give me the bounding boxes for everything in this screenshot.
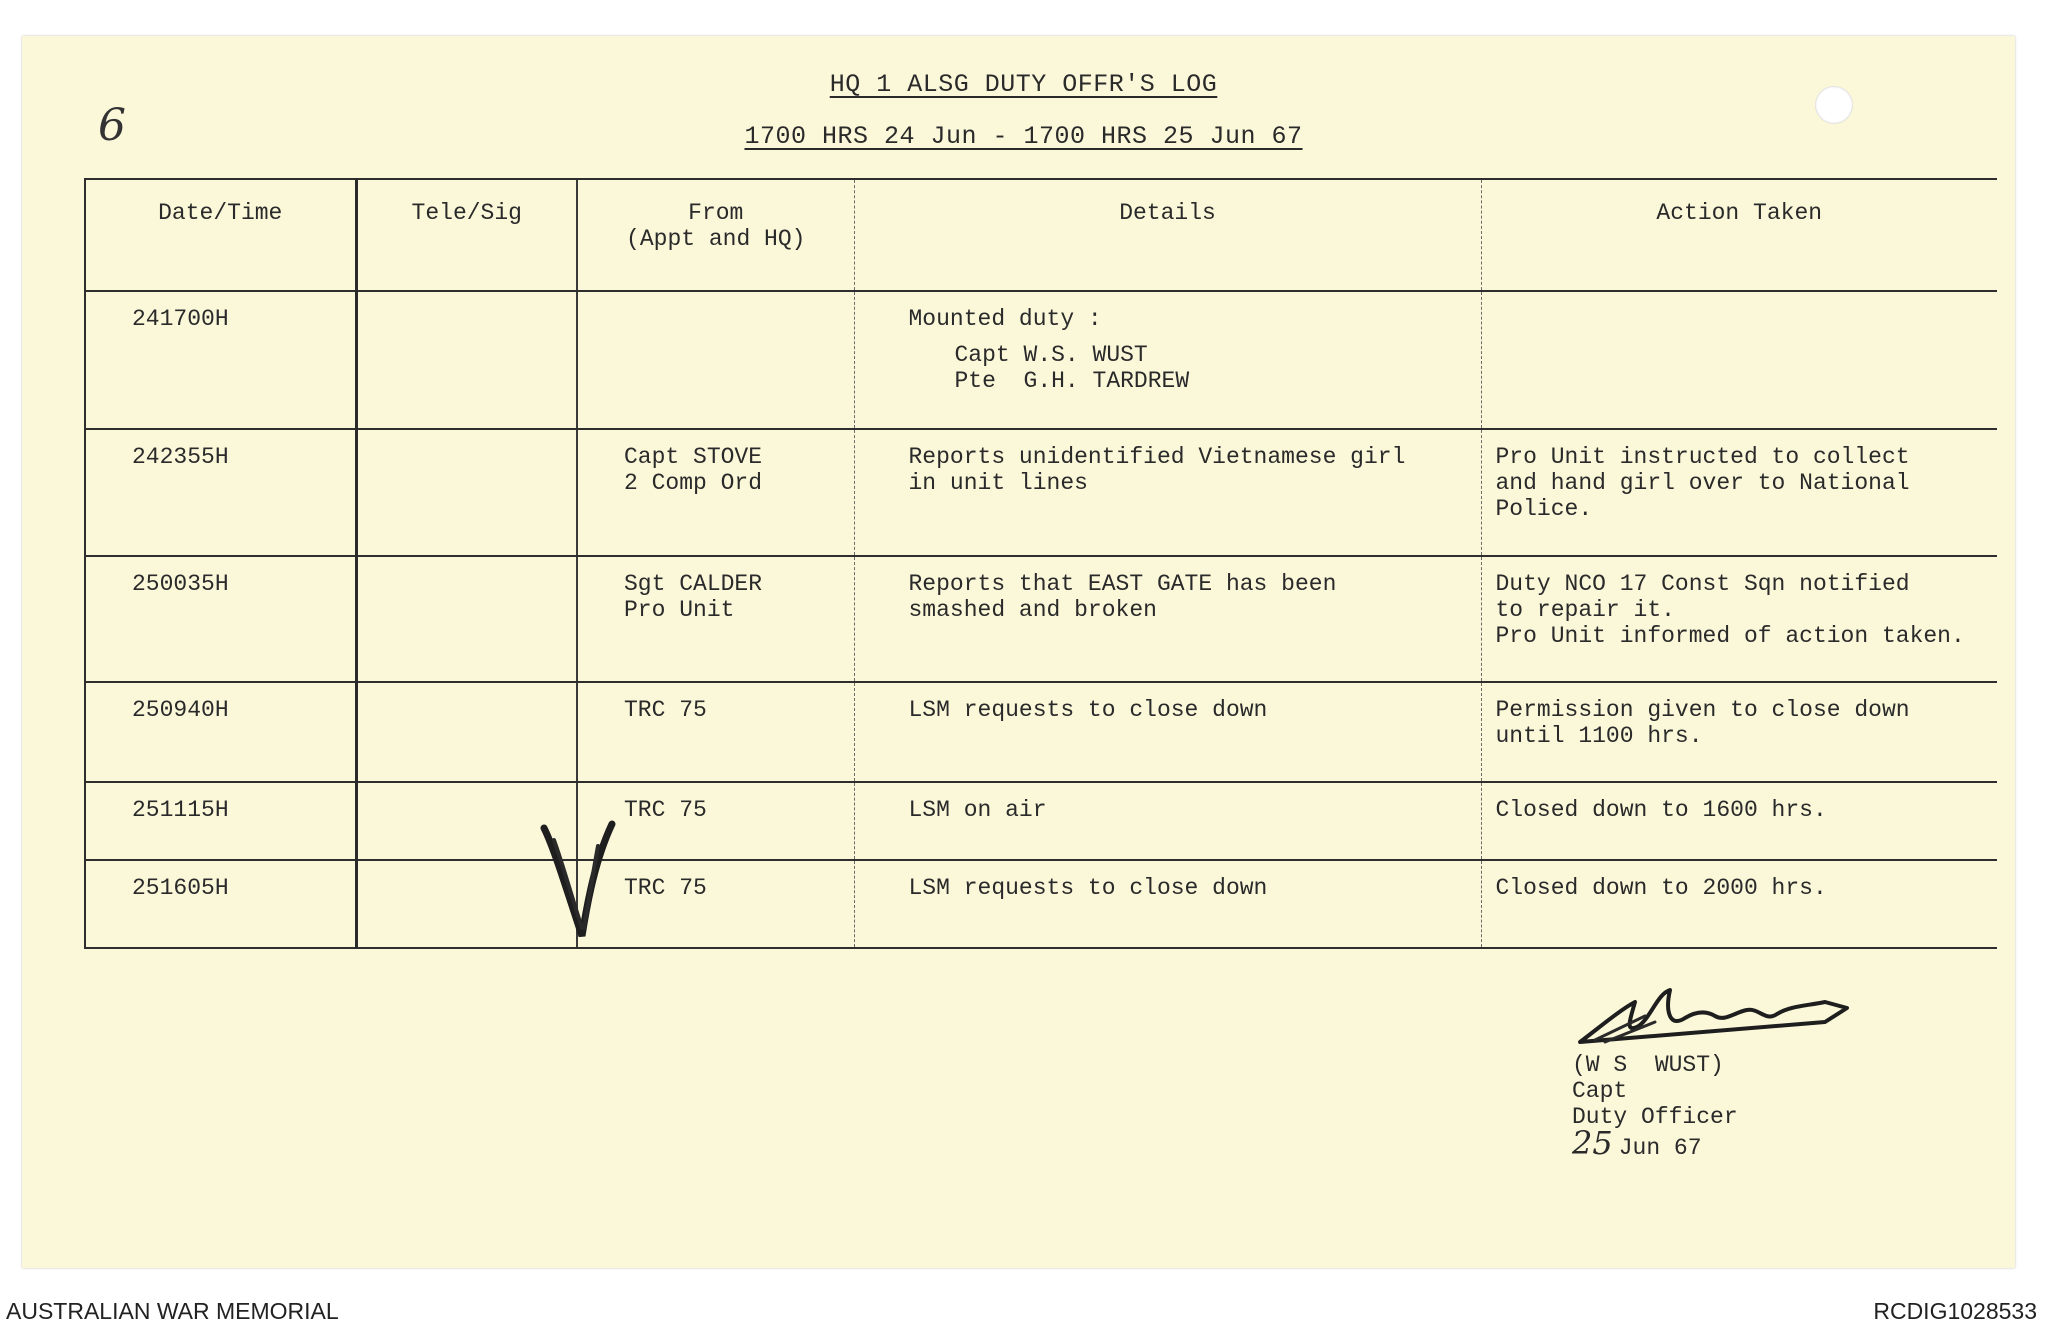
- datetime-value: 250940H: [132, 697, 229, 723]
- header-from: [577, 179, 854, 291]
- cell-telesig: [356, 291, 577, 429]
- cell-details: [854, 429, 1481, 556]
- table-row: [85, 556, 1997, 682]
- cell-datetime: [85, 782, 356, 860]
- footer-record-id: RCDIG1028533: [1873, 1298, 2037, 1324]
- header-from-line2: (Appt and HQ): [626, 226, 806, 252]
- from-line: TRC 75: [624, 797, 707, 823]
- details-line: smashed and broken: [908, 597, 1157, 623]
- log-title: [0, 70, 2047, 99]
- signatory-rank: Capt: [1572, 1078, 1628, 1104]
- table-row: [85, 860, 1997, 948]
- cell-details: [854, 556, 1481, 682]
- details-line: LSM on air: [908, 797, 1047, 823]
- details-line: in unit lines: [908, 470, 1088, 496]
- handwritten-tick-mark: [540, 818, 620, 943]
- cell-datetime: [85, 429, 356, 556]
- datetime-value: 250035H: [132, 571, 229, 597]
- log-title-text: HQ 1 ALSG DUTY OFFR'S LOG: [829, 70, 1218, 99]
- cell-action: [1481, 556, 1997, 682]
- cell-action: [1481, 782, 1997, 860]
- action-line: Police.: [1495, 496, 1593, 522]
- table-body: [85, 291, 1997, 948]
- cell-details: [854, 682, 1481, 782]
- page-number: 6: [98, 100, 126, 151]
- footer-archive-name: AUSTRALIAN WAR MEMORIAL: [6, 1298, 339, 1324]
- action-line: and hand girl over to National: [1495, 470, 1910, 496]
- datetime-value: 241700H: [132, 306, 229, 332]
- table-row: [85, 682, 1997, 782]
- from-line: TRC 75: [624, 697, 707, 723]
- from-line: Pro Unit: [624, 597, 735, 623]
- header-from-line1: From: [688, 200, 744, 226]
- cell-from: [577, 682, 854, 782]
- signature-date-month-year: Jun 67: [1618, 1135, 1702, 1161]
- action-line: Pro Unit informed of action taken.: [1495, 623, 1965, 649]
- cell-details: [854, 860, 1481, 948]
- details-line: LSM requests to close down: [908, 697, 1268, 723]
- cell-datetime: [85, 556, 356, 682]
- cell-telesig: [356, 682, 577, 782]
- cell-telesig: [356, 556, 577, 682]
- cell-from: [577, 291, 854, 429]
- cell-action: [1481, 682, 1997, 782]
- action-line: Closed down to 1600 hrs.: [1495, 797, 1827, 823]
- cell-action: [1481, 429, 1997, 556]
- cell-from: [577, 429, 854, 556]
- datetime-value: 251605H: [132, 875, 229, 901]
- signatory-role: Duty Officer: [1572, 1104, 1738, 1130]
- cell-action: [1481, 860, 1997, 948]
- details-line: Reports unidentified Vietnamese girl: [908, 444, 1406, 470]
- table-row: [85, 429, 1997, 556]
- from-line: TRC 75: [624, 875, 707, 901]
- table-row: [85, 291, 1997, 429]
- details-line-indented: Capt W.S. WUST: [954, 342, 1148, 368]
- signature-block: [1572, 1052, 1738, 1161]
- cell-details: [854, 782, 1481, 860]
- action-line: Duty NCO 17 Const Sqn notified: [1495, 571, 1910, 597]
- cell-datetime: [85, 860, 356, 948]
- header-action: Action Taken: [1481, 179, 1997, 291]
- handwritten-signature: [1575, 982, 1855, 1052]
- details-line: Mounted duty :: [908, 306, 1102, 332]
- from-line: Sgt CALDER: [624, 571, 763, 597]
- datetime-value: 242355H: [132, 444, 229, 470]
- log-period-text: 1700 HRS 24 Jun - 1700 HRS 25 Jun 67: [744, 122, 1303, 151]
- signatory-name: (W S WUST): [1572, 1052, 1724, 1078]
- duty-log-table: [84, 178, 1997, 949]
- action-line: Closed down to 2000 hrs.: [1495, 875, 1827, 901]
- log-period: [0, 122, 2047, 151]
- header-details: Details: [854, 179, 1481, 291]
- details-line: LSM requests to close down: [908, 875, 1268, 901]
- action-line: until 1100 hrs.: [1495, 723, 1703, 749]
- action-line: Pro Unit instructed to collect: [1495, 444, 1910, 470]
- datetime-value: 251115H: [132, 797, 229, 823]
- cell-telesig: [356, 429, 577, 556]
- signature-date: [1572, 1124, 1738, 1162]
- header-telesig: Tele/Sig: [356, 179, 577, 291]
- action-line: Permission given to close down: [1495, 697, 1910, 723]
- cell-action: [1481, 291, 1997, 429]
- from-line: 2 Comp Ord: [624, 470, 763, 496]
- cell-details: [854, 291, 1481, 429]
- from-line: Capt STOVE: [624, 444, 763, 470]
- action-line: to repair it.: [1495, 597, 1675, 623]
- details-line: Reports that EAST GATE has been: [908, 571, 1337, 597]
- cell-datetime: [85, 291, 356, 429]
- details-line-indented: Pte G.H. TARDREW: [954, 368, 1190, 394]
- cell-from: [577, 556, 854, 682]
- table-row: [85, 782, 1997, 860]
- signature-date-day: 25: [1572, 1124, 1613, 1162]
- table-header-row: [85, 179, 1997, 291]
- cell-datetime: [85, 682, 356, 782]
- header-datetime: Date/Time: [85, 179, 356, 291]
